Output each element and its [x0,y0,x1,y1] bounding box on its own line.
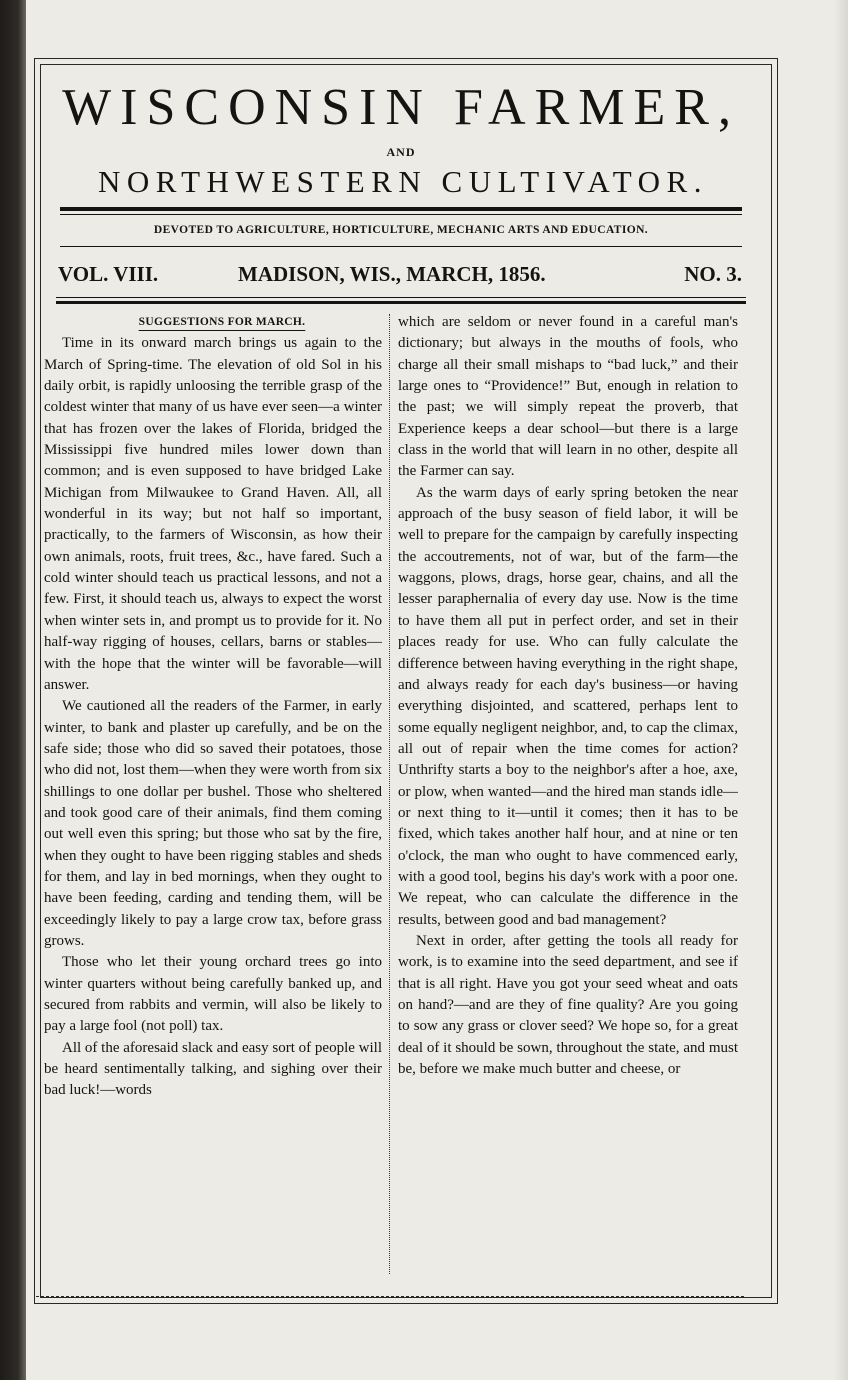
masthead-title: WISCONSIN FARMER, [62,79,740,136]
paragraph: Those who let their young orchard trees go into winter quarters without being carefully banked up, and secured from rabbits and vermin, will also be likely to pay a large fool (not poll) tax. [44,954,382,1035]
masthead-motto: DEVOTED TO AGRICULTURE, HORTICULTURE, MECHANIC ARTS AND EDUCATION. [153,224,649,236]
bottom-rule [36,1296,744,1297]
paragraph: All of the aforesaid slack and easy sort of people will be heard sentimentally talking, and sighing over their bad luck!—words [44,1039,382,1099]
masthead-rule-thin [60,214,742,215]
motto-rule [60,246,742,247]
volume-label: VOL. VIII. [58,262,159,286]
issue-rule-thin [56,297,746,298]
paragraph: which are seldom or never found in a careful man's dictionary; but always in the mouths of fools, who charge all their small mishaps to “bad luck,” and their large ones to “Providence!” But, enough in relation to the past; we will simply repeat the proverb, that Experience keeps a dear school—but there is a large class in the world that will learn in no other, despite all the Farmer can say. [398,314,738,480]
column-right [398,312,738,1288]
column-divider [389,314,390,1274]
masthead-rule-thick [60,207,742,211]
column-left [44,312,382,1288]
paragraph: Next in order, after getting the tools all ready for work, is to examine into the seed department, and see if that is all right. Have you got your seed wheat and oats on hand?—and are they of fine quality? Are you going to sow any grass or clover seed? We hope so, for a great deal of it should be sown, throughout the state, and must be, before we make much butter and cheese, or [398,932,738,1078]
issue-rule-thick [56,301,746,304]
book-spine [0,0,26,1380]
page-edge [834,0,848,1380]
paragraph: We cautioned all the readers of the Farmer, in early winter, to bank and plaster up carefully, and be on the safe side; those who did so saved their potatoes, those who did not, lost them—when they were worth from six shillings to one dollar per bushel. Those who sheltered and took good care of their animals, find them coming out well even this spring; but those who sat by the fire, when they ought to have been rigging stables and sheds for them, and lay in bed mornings, when they ought to have been feeding, carding and tending them, will be exceedingly likely to pay a large crow tax, before grass grows. [44,698,382,949]
article-heading: SUGGESTIONS FOR MARCH. [138,316,306,328]
issue-number-label: NO. 3. [684,262,742,286]
place-date-label: MADISON, WIS., MARCH, 1856. [238,262,546,286]
masthead-subtitle: NORTHWESTERN CULTIVATOR. [98,164,708,199]
paragraph: As the warm days of early spring betoken the near approach of the busy season of field labor, it will be well to prepare for the campaign by carefully inspecting the accoutrements, not of war, but of the farm—the waggons, plows, drags, horse gear, chains, and all the lesser paraphernalia of every day use. Now is the time to have them all put in perfect order, and set in their places ready for use. Who can fully calculate the difference between having everything in the right shape, and always ready for each day's business—or having everything disjointed, and scattered, perhaps lent to some equally negligent neighbor, and, to cap the climax, all out of repair when the time comes for action? Unthrifty starts a boy to the neighbor's after a hoe, axe, or plow, when wanted—and the hired man stands idle—or next thing to it—until it comes; then it has to be fixed, which takes another half hour, and at nine or ten o'clock, the man who ought to have commenced early, with a good tool, begins his day's work with a poor one. We repeat, who can calculate the difference in the results, between good and bad management? [398,484,738,928]
masthead-and: AND [386,145,416,159]
paragraph: Time in its onward march brings us again to the March of Spring-time. The elevation of old Sol in his daily orbit, is rapidly unloosing the terrible grasp of the coldest winter that many of us have ever seen—a winter that has frozen over the lakes of Florida, bridged the Mississippi five hundred miles lower down than common; and is even supposed to have bridged Lake Michigan from Milwaukee to Grand Haven. All, all wonderful in its way; but not half so important, practically, to the farmers of Wisconsin, as how their own animals, roots, fruit trees, &c., have fared. Such a cold winter should teach us practical lessons, and not a few. First, it should teach us, always to expect the worst when winter sets in, and prompt us to provide for it. No half-way rigging of houses, cellars, barns or stables—with the hope that the winter will be favorable—will answer. [44,335,382,693]
issue-line [56,262,746,294]
